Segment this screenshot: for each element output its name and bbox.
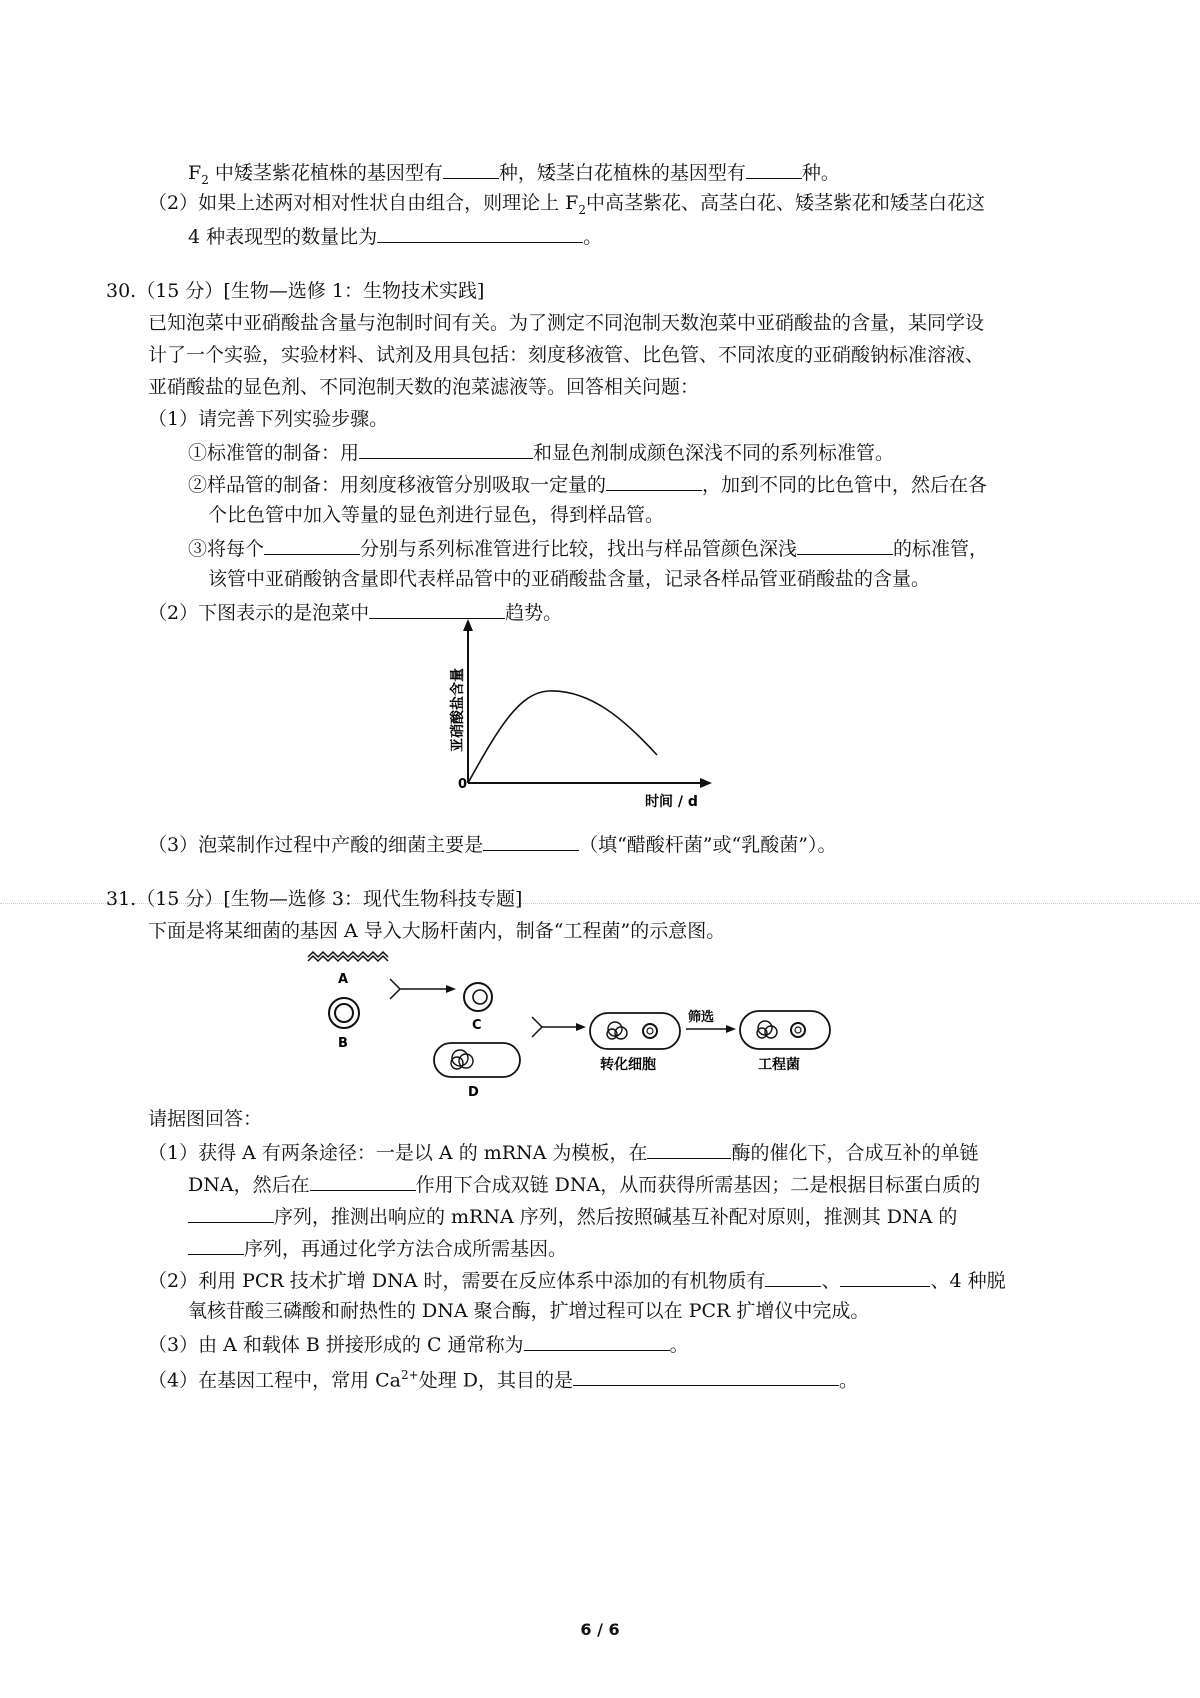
answer-blank[interactable] [188, 1234, 244, 1255]
y-axis-label: 亚硝酸盐含量 [450, 668, 466, 752]
q29-line1: $F_2$ 中矮茎紫花植株的基因型有 种，矮茎白花植株的基因型有 种。 [188, 158, 840, 193]
vector-b-plasmid-icon [329, 998, 359, 1028]
answer-blank[interactable] [310, 1170, 416, 1191]
gene-a-dna-icon [308, 952, 388, 957]
q31-intro: 下面是将某细菌的基因 A 导入大肠杆菌内，制备“工程菌”的示意图。 [148, 920, 726, 942]
q31-part1-line1: （1）获得 A 有两条途径：一是以 A 的 mRNA 为模板，在 酶的催化下，合成互补的单链 [148, 1138, 978, 1166]
label-c: C [472, 1018, 482, 1033]
q29-line1-text-c: 种。 [801, 162, 840, 184]
q30-intro-1: 已知泡菜中亚硝酸盐含量与泡制时间有关。为了测定不同泡制天数泡菜中亚硝酸盐的含量，某同学设 [148, 312, 985, 334]
q31-part2-line2: 氧核苷酸三磷酸和耐热性的 DNA 聚合酶，扩增过程可以在 PCR 扩增仪中完成。 [188, 1300, 870, 1322]
answer-blank[interactable] [377, 222, 583, 243]
label-transformed-cell: 转化细胞 [600, 1057, 656, 1073]
q31-ask: 请据图回答： [148, 1108, 263, 1130]
q30-step1: ①标准管的制备：用 和显色剂制成颜色深浅不同的系列标准管。 [188, 438, 894, 466]
answer-blank[interactable] [606, 470, 702, 491]
answer-blank[interactable] [483, 830, 579, 851]
q31-part2-line1: （2）利用 PCR 技术扩增 DNA 时，需要在反应体系中添加的有机物质有 、 、4 种脱 [148, 1266, 1006, 1294]
nitrite-curve-figure [440, 615, 730, 815]
answer-blank[interactable] [443, 158, 499, 179]
page-number: 6 / 6 [580, 1620, 620, 1639]
label-engineered-bacteria: 工程菌 [758, 1057, 800, 1073]
answer-blank[interactable] [647, 1138, 731, 1159]
answer-blank[interactable] [573, 1365, 839, 1386]
answer-blank[interactable] [797, 534, 893, 555]
q30-part3: （3）泡菜制作过程中产酸的细菌主要是 （填“醋酸杆菌”或“乳酸菌”）。 [148, 830, 836, 858]
q30-intro-3: 亚硝酸盐的显色剂、不同泡制天数的泡菜滤液等。回答相关问题： [148, 376, 700, 398]
x-axis-arrow-icon [700, 778, 712, 788]
label-d: D [468, 1085, 479, 1100]
q31-title: 31.（15 分）[生物—选修 3：现代生物科技专题] [106, 888, 523, 910]
origin-label: 0 [458, 777, 468, 792]
label-a: A [338, 972, 349, 987]
answer-blank[interactable] [264, 534, 360, 555]
x-axis-label: 时间 / d [645, 794, 698, 810]
q29-part2-line1: （2）如果上述两对相对性状自由组合，则理论上 $F_2$中高茎紫花、高茎白花、矮茎紫花和矮茎白花这 [148, 192, 985, 217]
engineered-bacteria-icon [740, 1011, 830, 1049]
answer-blank[interactable] [359, 438, 533, 459]
q31-part1-line2: DNA，然后在 作用下合成双链 DNA，从而获得所需基因；二是根据目标蛋白质的 [188, 1170, 980, 1198]
nitrite-curve-line [468, 691, 657, 783]
answer-blank[interactable] [765, 1266, 821, 1287]
q30-part2: （2）下图表示的是泡菜中 趋势。 [148, 598, 562, 626]
q30-intro-2: 计了一个实验，实验材料、试剂及用具包括：刻度移液管、比色管、不同浓度的亚硝酸钠标准溶液、 [148, 344, 985, 366]
q30-step2-line2: 个比色管中加入等量的显色剂进行显色，得到样品管。 [208, 504, 665, 526]
label-b: B [338, 1036, 348, 1051]
q31-part3: （3）由 A 和载体 B 拼接形成的 C 通常称为 。 [148, 1330, 689, 1358]
recipient-d-cell-icon [434, 1043, 520, 1077]
answer-blank[interactable] [840, 1266, 930, 1287]
q31-part4: （4）在基因工程中，常用 $Ca^{2+}$处理 D，其目的是 。 [148, 1362, 858, 1393]
q31-part1-line4: 序列，再通过化学方法合成所需基因。 [188, 1234, 567, 1262]
join-arrow-2-icon [532, 1017, 578, 1037]
y-axis-arrow-icon [463, 619, 473, 631]
q30-part1: （1）请完善下列实验步骤。 [148, 408, 389, 430]
answer-blank[interactable] [524, 1330, 670, 1351]
q30-step3-line1: ③将每个 分别与系列标准管进行比较，找出与样品管颜色深浅 的标准管， [188, 534, 988, 562]
q30-step2-line1: ②样品管的制备：用刻度移液管分别吸取一定量的 ，加到不同的比色管中，然后在各 [188, 470, 987, 498]
join-arrow-1-icon [390, 979, 448, 999]
q30-step3-line2: 该管中亚硝酸钠含量即代表样品管中的亚硝酸盐含量，记录各样品管亚硝酸盐的含量。 [208, 568, 931, 590]
q31-part1-line3: 序列，推测出响应的 mRNA 序列，然后按照碱基互补配对原则，推测其 DNA 的 [188, 1202, 957, 1230]
q30-title: 30.（15 分）[生物—选修 1：生物技术实践] [106, 280, 485, 302]
q29-line1-text-b: 种，矮茎白花植株的基因型有 [498, 162, 746, 184]
q29-part2-line2: 4 种表现型的数量比为 。 [188, 222, 602, 250]
answer-blank[interactable] [746, 158, 802, 179]
q29-line1-text-a: 中矮茎紫花植株的基因型有 [214, 162, 443, 184]
answer-blank[interactable] [188, 1202, 274, 1223]
transformed-cell-icon [590, 1013, 680, 1049]
gene-transfer-diagram [300, 945, 840, 1100]
label-screening: 筛选 [688, 1010, 715, 1025]
